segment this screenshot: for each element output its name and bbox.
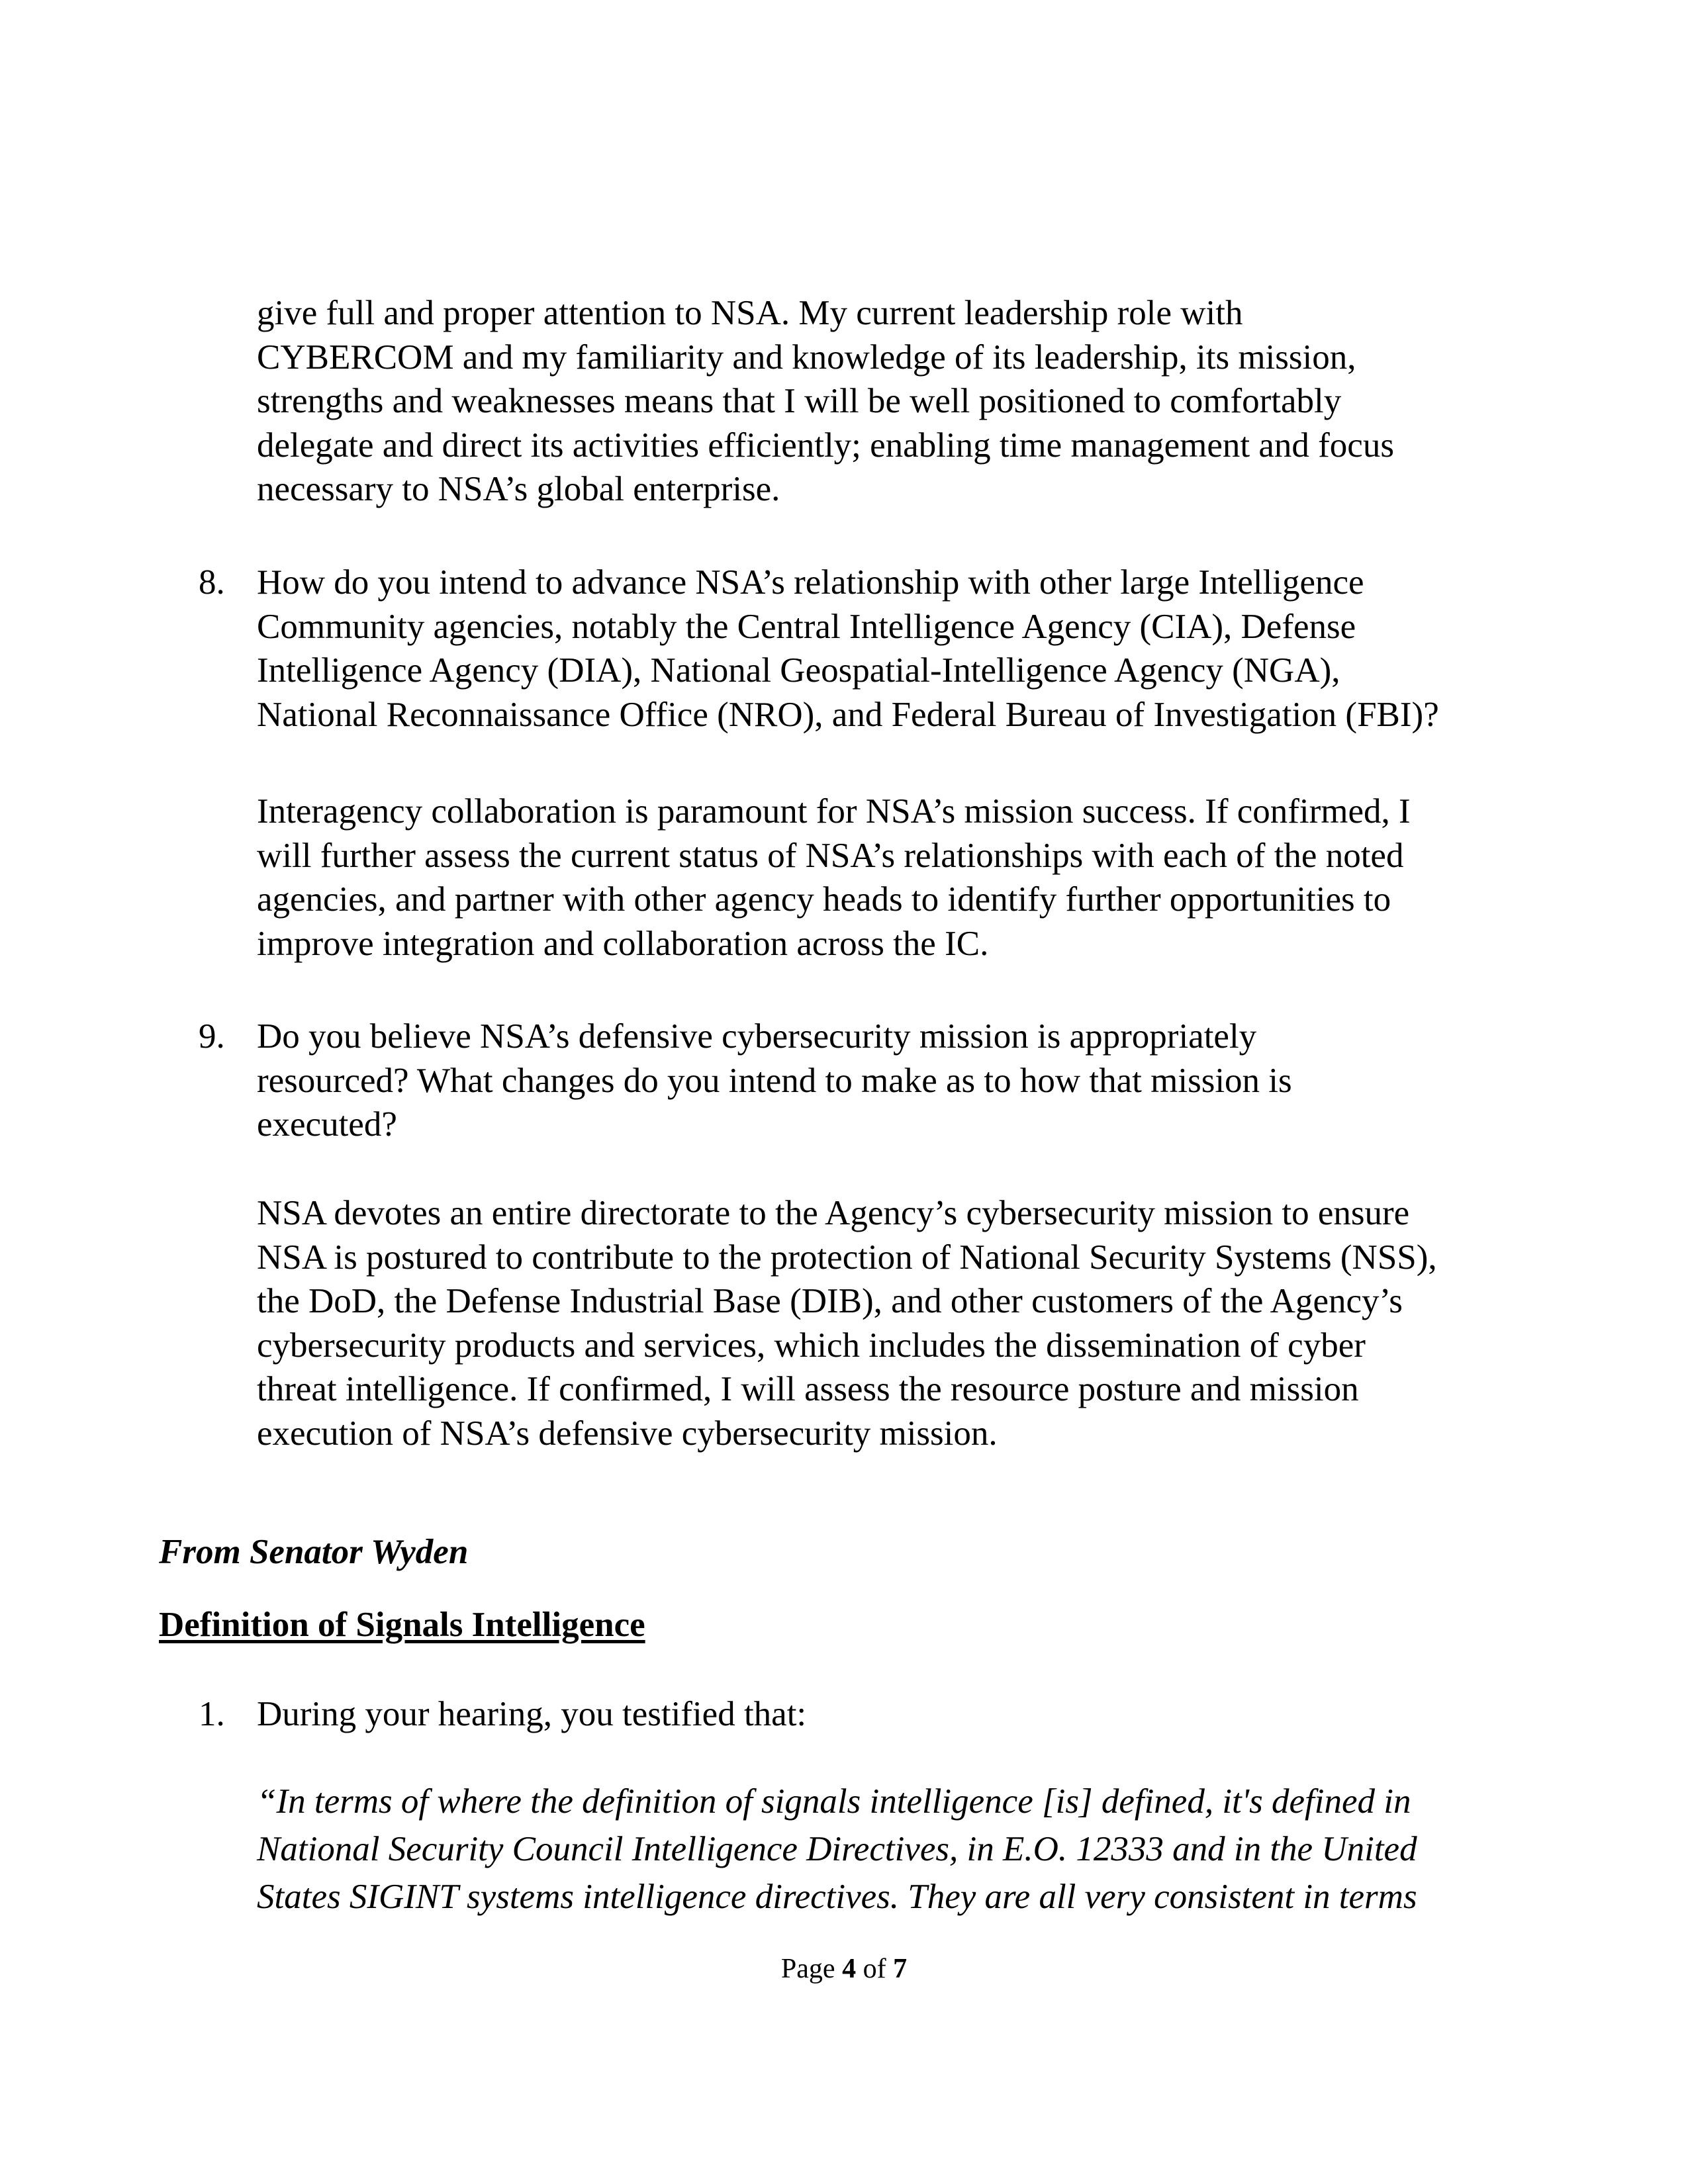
testimony-quote bbox=[257, 1778, 1417, 1921]
section-from-senator: From Senator Wyden bbox=[159, 1533, 469, 1571]
text-line: strengths and weaknesses means that I will be well positioned to comfortably bbox=[257, 382, 1342, 420]
text-line: delegate and direct its activities efficiently; enabling time management and focus bbox=[257, 426, 1394, 465]
text-line: NSA devotes an entire directorate to the Agency’s cybersecurity mission to ensure bbox=[257, 1194, 1410, 1232]
text-line: execution of NSA’s defensive cybersecurity mission. bbox=[257, 1414, 998, 1453]
question-8-number: 8. bbox=[199, 563, 225, 602]
wyden-question-1-text: During your hearing, you testified that: bbox=[257, 1695, 807, 1733]
text-line: Intelligence Agency (DIA), National Geospatial-Intelligence Agency (NGA), bbox=[257, 651, 1340, 690]
text-line: threat intelligence. If confirmed, I will assess the resource posture and mission bbox=[257, 1370, 1359, 1408]
page-footer bbox=[0, 1952, 1688, 1985]
continuation-paragraph bbox=[257, 291, 1394, 512]
text-line: agencies, and partner with other agency heads to identify further opportunities to bbox=[257, 880, 1391, 919]
question-9-number: 9. bbox=[199, 1017, 225, 1056]
text-line: cybersecurity products and services, which includes the dissemination of cyber bbox=[257, 1326, 1366, 1365]
quote-line: States SIGINT systems intelligence directives. They are all very consistent in terms bbox=[257, 1878, 1417, 1916]
question-9-text bbox=[257, 1015, 1292, 1147]
total-pages-number: 7 bbox=[893, 1954, 908, 1984]
text-line: resourced? What changes do you intend to make as to how that mission is bbox=[257, 1061, 1292, 1100]
quote-line: National Security Council Intelligence Directives, in E.O. 12333 and in the United bbox=[257, 1830, 1417, 1868]
text-line: necessary to NSA’s global enterprise. bbox=[257, 470, 780, 508]
footer-middle: of bbox=[856, 1954, 894, 1984]
section-heading: Definition of Signals Intelligence bbox=[159, 1606, 645, 1644]
text-line: will further assess the current status of NSA’s relationships with each of the noted bbox=[257, 836, 1404, 875]
text-line: CYBERCOM and my familiarity and knowledge of its leadership, its mission, bbox=[257, 338, 1356, 377]
text-line: National Reconnaissance Office (NRO), and Federal Bureau of Investigation (FBI)? bbox=[257, 695, 1439, 734]
wyden-question-1-number: 1. bbox=[199, 1695, 225, 1733]
text-line: How do you intend to advance NSA’s relationship with other large Intelligence bbox=[257, 563, 1364, 602]
current-page-number: 4 bbox=[842, 1954, 857, 1984]
text-line: NSA is postured to contribute to the protection of National Security Systems (NSS), bbox=[257, 1238, 1437, 1277]
text-line: give full and proper attention to NSA. My current leadership role with bbox=[257, 294, 1243, 332]
text-line: executed? bbox=[257, 1105, 397, 1144]
quote-line: “In terms of where the definition of signals intelligence [is] defined, it's defined in bbox=[257, 1782, 1411, 1821]
question-9-answer bbox=[257, 1191, 1437, 1455]
text-line: the DoD, the Defense Industrial Base (DIB), and other customers of the Agency’s bbox=[257, 1282, 1403, 1320]
text-line: Do you believe NSA’s defensive cybersecurity mission is appropriately bbox=[257, 1017, 1257, 1056]
text-line: Interagency collaboration is paramount for NSA’s mission success. If confirmed, I bbox=[257, 792, 1411, 831]
footer-prefix: Page bbox=[780, 1954, 843, 1984]
text-line: improve integration and collaboration across the IC. bbox=[257, 924, 989, 963]
question-8-text bbox=[257, 561, 1439, 737]
question-8-answer bbox=[257, 790, 1411, 966]
text-line: Community agencies, notably the Central Intelligence Agency (CIA), Defense bbox=[257, 607, 1356, 646]
